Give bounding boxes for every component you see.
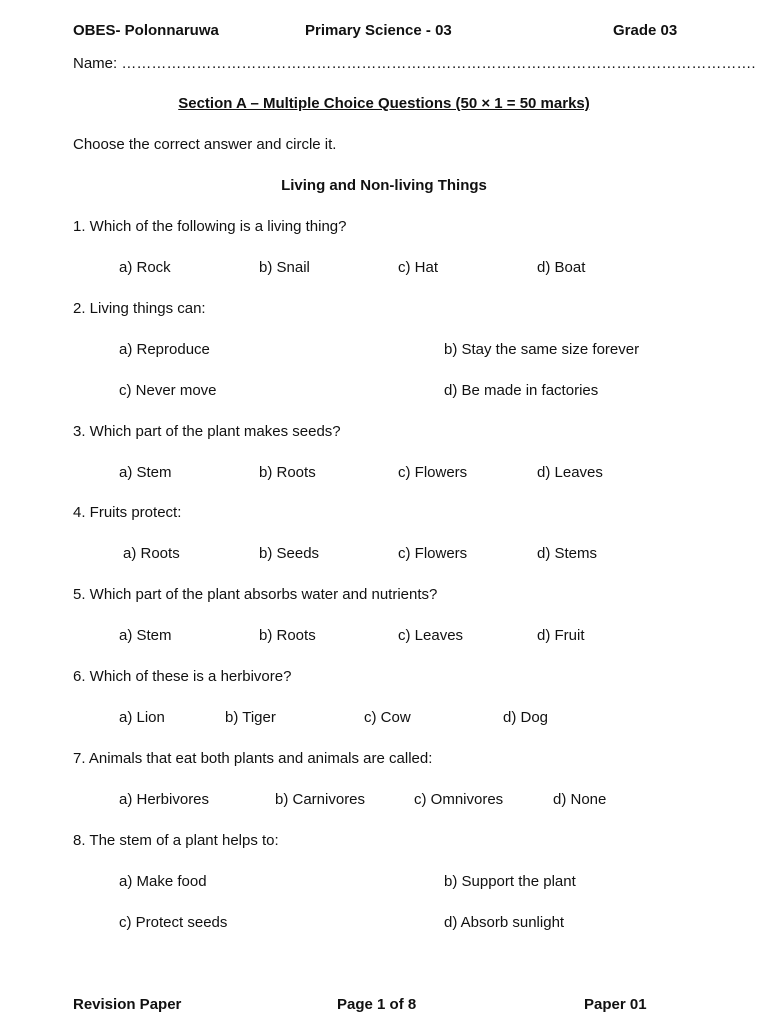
q5-option-a[interactable]: a) Stem <box>119 627 172 644</box>
q6-option-d[interactable]: d) Dog <box>503 709 549 726</box>
q1-option-b[interactable]: b) Snail <box>259 259 310 276</box>
q4-option-d[interactable]: d) Stems <box>537 545 598 562</box>
q4-option-a[interactable]: a) Roots <box>123 545 180 562</box>
q2-option-a[interactable]: a) Reproduce <box>119 341 210 358</box>
q6-option-c[interactable]: c) Cow <box>364 709 411 726</box>
header-school: OBES- Polonnaruwa <box>73 22 219 39</box>
topic-heading: Living and Non-living Things <box>281 177 487 194</box>
q7-option-b[interactable]: b) Carnivores <box>275 791 366 808</box>
question-5: 5. Which part of the plant absorbs water and nutrients? <box>73 586 438 603</box>
q2-option-d[interactable]: d) Be made in factories <box>444 382 599 399</box>
q8-option-d[interactable]: d) Absorb sunlight <box>444 914 565 931</box>
q6-option-b[interactable]: b) Tiger <box>225 709 276 726</box>
header-grade: Grade 03 <box>613 22 678 39</box>
question-8: 8. The stem of a plant helps to: <box>73 832 279 849</box>
question-3: 3. Which part of the plant makes seeds? <box>73 423 341 440</box>
section-title: Section A – Multiple Choice Questions (50 × 1 = 50 marks) <box>178 95 590 112</box>
q1-option-c[interactable]: c) Hat <box>398 259 439 276</box>
q7-option-d[interactable]: d) None <box>553 791 607 808</box>
q3-option-d[interactable]: d) Leaves <box>537 464 603 481</box>
question-7: 7. Animals that eat both plants and animals are called: <box>73 750 433 767</box>
q5-option-b[interactable]: b) Roots <box>259 627 316 644</box>
q8-option-c[interactable]: c) Protect seeds <box>119 914 228 931</box>
q6-option-a[interactable]: a) Lion <box>119 709 165 726</box>
q2-option-c[interactable]: c) Never move <box>119 382 217 399</box>
question-1: 1. Which of the following is a living thing? <box>73 218 347 235</box>
footer-page-number: Page 1 of 8 <box>337 996 417 1013</box>
footer-paper-number: Paper 01 <box>584 996 647 1013</box>
q3-option-b[interactable]: b) Roots <box>259 464 316 481</box>
question-2: 2. Living things can: <box>73 300 206 317</box>
q1-option-d[interactable]: d) Boat <box>537 259 586 276</box>
question-4: 4. Fruits protect: <box>73 504 182 521</box>
q7-option-c[interactable]: c) Omnivores <box>414 791 504 808</box>
q8-option-b[interactable]: b) Support the plant <box>444 873 576 890</box>
q4-option-c[interactable]: c) Flowers <box>398 545 468 562</box>
q3-option-c[interactable]: c) Flowers <box>398 464 468 481</box>
instruction: Choose the correct answer and circle it. <box>73 136 337 153</box>
q2-option-b[interactable]: b) Stay the same size forever <box>444 341 640 358</box>
name-line: Name: ………………………………………………………………………………………………………………. <box>73 55 756 72</box>
q1-option-a[interactable]: a) Rock <box>119 259 171 276</box>
q7-option-a[interactable]: a) Herbivores <box>119 791 210 808</box>
q4-option-b[interactable]: b) Seeds <box>259 545 320 562</box>
q3-option-a[interactable]: a) Stem <box>119 464 172 481</box>
q5-option-d[interactable]: d) Fruit <box>537 627 585 644</box>
q5-option-c[interactable]: c) Leaves <box>398 627 464 644</box>
header-subject: Primary Science - 03 <box>305 22 452 39</box>
question-6: 6. Which of these is a herbivore? <box>73 668 292 685</box>
footer-paper-type: Revision Paper <box>73 996 182 1013</box>
q8-option-a[interactable]: a) Make food <box>119 873 207 890</box>
